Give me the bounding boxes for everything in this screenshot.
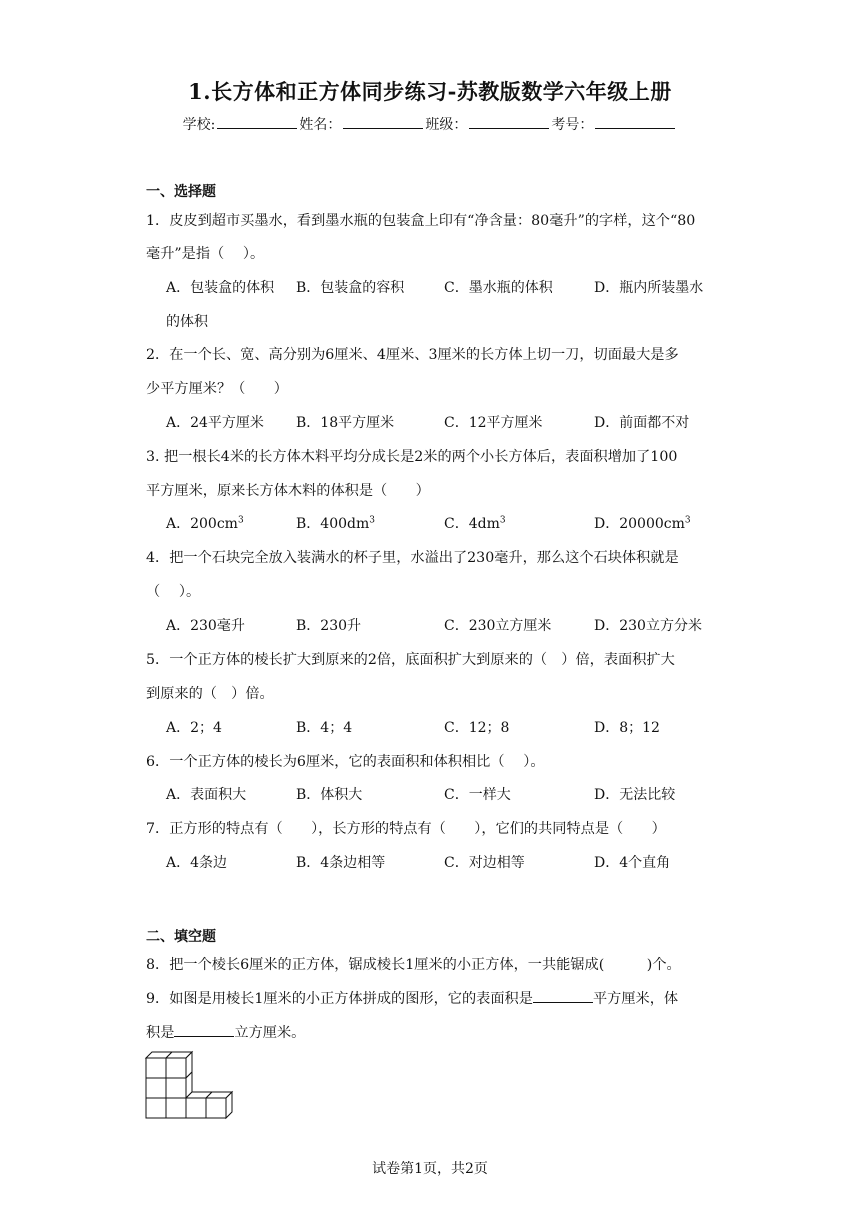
q3-option-b-text: B．400dm [296, 516, 370, 532]
name-label: 姓名： [299, 117, 342, 133]
superscript: 3 [237, 515, 244, 526]
q9-line1-start: 9．如图是用棱长1厘米的小正方体拼成的图形，它的表面积是 [146, 991, 533, 1007]
superscript: 3 [684, 515, 691, 526]
q1-line2: 毫升”是指（ ）。 [146, 246, 265, 262]
q3-option-a-text: A．200cm [166, 516, 238, 532]
q1-option-d[interactable]: D．瓶内所装墨水 [594, 280, 704, 296]
superscript: 3 [499, 515, 506, 526]
q9-line1 [146, 988, 678, 1008]
q5-line1: 5．一个正方体的棱长扩大到原来的2倍，底面积扩大到原来的（ ）倍，表面积扩大 [146, 652, 675, 668]
q4-option-c[interactable]: C．230立方厘米 [444, 618, 552, 634]
section-heading-choice: 一、选择题 [146, 184, 216, 200]
cube-stack-figure [144, 1050, 244, 1126]
q1-option-a[interactable]: A．包装盒的体积 [166, 280, 275, 296]
q3-option-c[interactable] [444, 513, 506, 533]
exam-no-blank[interactable] [595, 114, 675, 129]
q5-option-c[interactable]: C．12；8 [444, 720, 510, 736]
q5-option-a[interactable]: A．2；4 [166, 720, 222, 736]
school-blank[interactable] [217, 114, 297, 129]
q6-option-b[interactable]: B．体积大 [296, 787, 363, 803]
name-blank[interactable] [343, 114, 423, 129]
q9-answer-blank-area[interactable] [533, 988, 593, 1003]
q6-option-a[interactable]: A．表面积大 [166, 787, 247, 803]
q4-option-b[interactable]: B．230升 [296, 618, 362, 634]
cube-front-face [146, 1078, 166, 1098]
q4-option-d[interactable]: D．230立方分米 [594, 618, 702, 634]
q9-answer-blank-volume[interactable] [174, 1022, 234, 1037]
q2-line1: 2．在一个长、宽、高分别为6厘米、4厘米、3厘米的长方体上切一刀，切面最大是多 [146, 347, 679, 363]
q5-line2: 到原来的（ ）倍。 [146, 686, 274, 702]
q2-option-c[interactable]: C．12平方厘米 [444, 415, 543, 431]
q3-option-c-text: C．4dm [444, 516, 500, 532]
q1-option-d-continued: 的体积 [166, 314, 208, 330]
q1-option-c[interactable]: C．墨水瓶的体积 [444, 280, 553, 296]
q2-line2: 少平方厘米？（ ） [146, 381, 288, 397]
q2-option-b[interactable]: B．18平方厘米 [296, 415, 395, 431]
q2-option-d[interactable]: D．前面都不对 [594, 415, 690, 431]
q6-option-d[interactable]: D．无法比较 [594, 787, 676, 803]
q3-option-b[interactable] [296, 513, 375, 533]
q1-line1: 1．皮皮到超市买墨水，看到墨水瓶的包装盒上印有“净含量：80毫升”的字样，这个“80 [146, 213, 696, 229]
school-label: 学校: [182, 117, 216, 133]
q6-option-c[interactable]: C．一样大 [444, 787, 511, 803]
class-blank[interactable] [469, 114, 549, 129]
cube-front-face [146, 1098, 166, 1118]
q7-line1: 7．正方形的特点有（ ），长方形的特点有（ ），它们的共同特点是（ ） [146, 821, 666, 837]
q8-line1: 8．把一个棱长6厘米的正方体，锯成棱长1厘米的小正方体，一共能锯成( )个。 [146, 957, 681, 973]
q9-line2-start: 积是 [146, 1025, 175, 1041]
q3-line2: 平方厘米，原来长方体木料的体积是（ ） [146, 483, 430, 499]
q3-option-a[interactable] [166, 513, 244, 533]
q7-option-a[interactable]: A．4条边 [166, 855, 228, 871]
cube-front-face [206, 1098, 226, 1118]
cube-front-face [186, 1098, 206, 1118]
exam-no-label: 考号： [551, 117, 594, 133]
section-heading-fill: 二、填空题 [146, 929, 216, 945]
q1-option-b[interactable]: B．包装盒的容积 [296, 280, 405, 296]
cube-front-face [166, 1098, 186, 1118]
q4-line1: 4．把一个石块完全放入装满水的杯子里，水溢出了230毫升，那么这个石块体积就是 [146, 550, 679, 566]
student-info-line [0, 114, 860, 134]
cube-front-face [166, 1078, 186, 1098]
q3-option-d[interactable] [594, 513, 691, 533]
q5-option-b[interactable]: B．4；4 [296, 720, 353, 736]
page-title: 1.长方体和正方体同步练习-苏教版数学六年级上册 [188, 79, 672, 104]
superscript: 3 [369, 515, 375, 526]
cube-front-face [166, 1058, 186, 1078]
q9-line2 [146, 1022, 305, 1042]
class-label: 班级： [425, 117, 468, 133]
q7-option-d[interactable]: D．4个直角 [594, 855, 671, 871]
q7-option-c[interactable]: C．对边相等 [444, 855, 525, 871]
q4-option-a[interactable]: A．230毫升 [166, 618, 245, 634]
q4-line2: （ ）。 [146, 584, 201, 600]
q7-option-b[interactable]: B．4条边相等 [296, 855, 386, 871]
q5-option-d[interactable]: D．8；12 [594, 720, 660, 736]
q9-line2-end: 立方厘米。 [234, 1025, 306, 1041]
q9-line1-end: 平方厘米，体 [592, 991, 679, 1007]
page-footer: 试卷第1页，共2页 [372, 1161, 488, 1177]
q3-line1: 3. 把一根长4米的长方体木料平均分成长是2米的两个小长方体后，表面积增加了100 [146, 449, 678, 465]
q2-option-a[interactable]: A．24平方厘米 [166, 415, 264, 431]
q6-line1: 6．一个正方体的棱长为6厘米，它的表面积和体积相比（ ）。 [146, 754, 545, 770]
cube-front-face [146, 1058, 166, 1078]
q3-option-d-text: D．20000cm [594, 516, 685, 532]
